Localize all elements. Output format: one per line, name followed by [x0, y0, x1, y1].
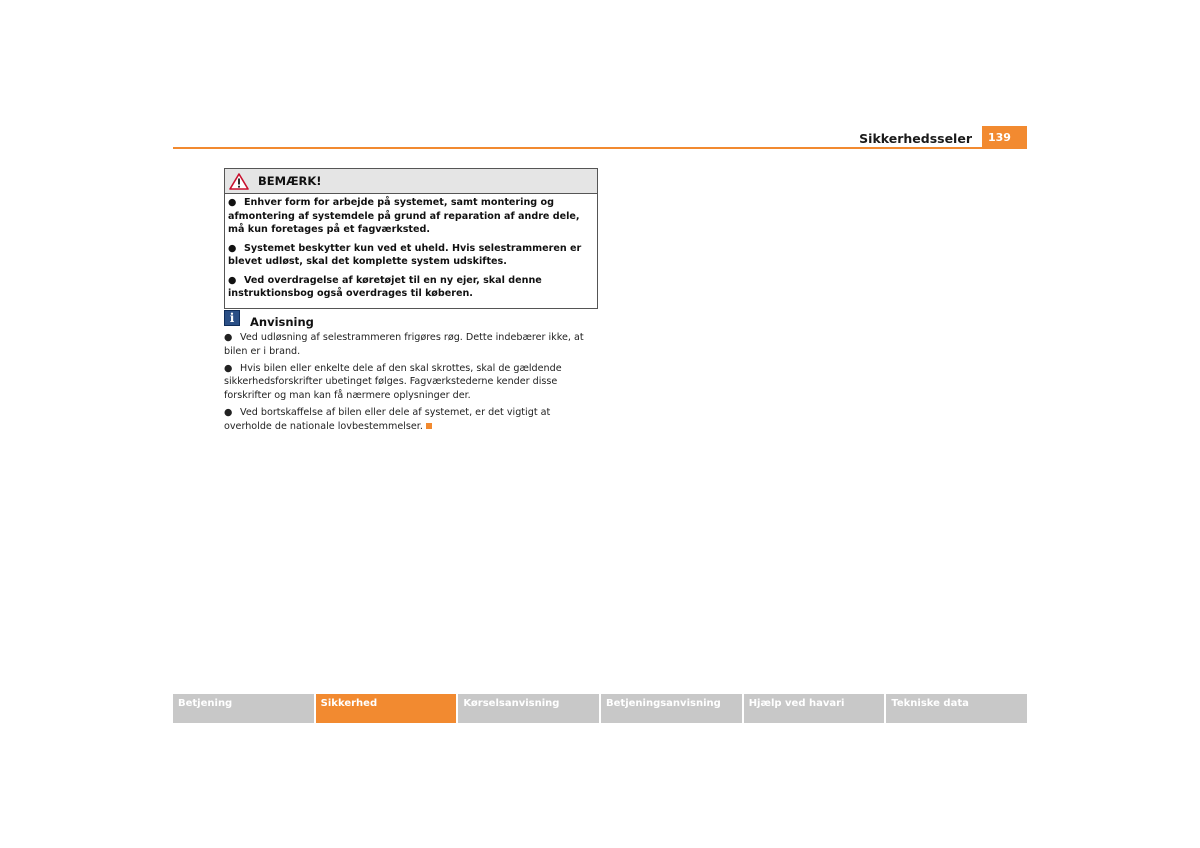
nav-tab-korselsanvisning[interactable]: Kørselsanvisning [458, 694, 599, 723]
note-title: Anvisning [250, 315, 314, 329]
note-header [224, 310, 314, 329]
section-title: Sikkerhedsseler [859, 131, 972, 146]
nav-tab-sikkerhed[interactable]: Sikkerhed [316, 694, 457, 723]
info-icon: i [224, 310, 240, 326]
bullet-icon: ● [228, 242, 237, 254]
warning-title: BEMÆRK! [258, 174, 322, 188]
warning-item: ● Systemet beskytter kun ved et uheld. Hvis selestrammeren er blevet udløst, skal det komplette system udskiftes. [228, 242, 582, 267]
nav-tab-betjeningsanvisning[interactable]: Betjeningsanvisning [601, 694, 742, 723]
nav-tab-hjaelp-ved-havari[interactable]: Hjælp ved havari [744, 694, 885, 723]
note-body [224, 331, 600, 437]
bullet-icon: ● [224, 332, 233, 343]
warning-item: ● Ved overdragelse af køretøjet til en ny ejer, skal denne instruktionsbog også overdrages til køberen. [228, 274, 542, 299]
warning-header [225, 169, 597, 194]
bullet-icon: ● [228, 197, 237, 208]
note-item: ● Ved udløsning af selestrammeren frigøres røg. Dette indebærer ikke, at bilen er i brand. [224, 332, 584, 357]
note-item: ● Ved bortskaffelse af bilen eller dele af systemet, er det vigtigt at overholde de nationale lovbestemmelser. [224, 406, 551, 432]
warning-item: ● Enhver form for arbejde på systemet, samt montering og afmontering af systemdele på grund af reparation af andre dele, må kun foretages på et fagværksted. [228, 197, 580, 235]
header-rule [173, 147, 1027, 149]
warning-box [224, 168, 598, 309]
page-number: 139 [982, 126, 1027, 148]
nav-tab-tekniske-data[interactable]: Tekniske data [886, 694, 1027, 723]
bullet-icon: ● [224, 406, 233, 418]
warning-triangle-icon [229, 173, 249, 190]
end-of-section-icon [426, 423, 432, 429]
bullet-icon: ● [224, 362, 233, 374]
bottom-chapter-nav [173, 694, 1027, 723]
bullet-icon: ● [228, 274, 237, 286]
note-item: ● Hvis bilen eller enkelte dele af den skal skrottes, skal de gældende sikkerhedsforskrifter ubetinget følges. Fagværkstederne kender disse forskrifter og man kan få nærmere oplysninger der. [224, 362, 562, 402]
nav-tab-betjening[interactable]: Betjening [173, 694, 314, 723]
warning-body [225, 194, 597, 308]
